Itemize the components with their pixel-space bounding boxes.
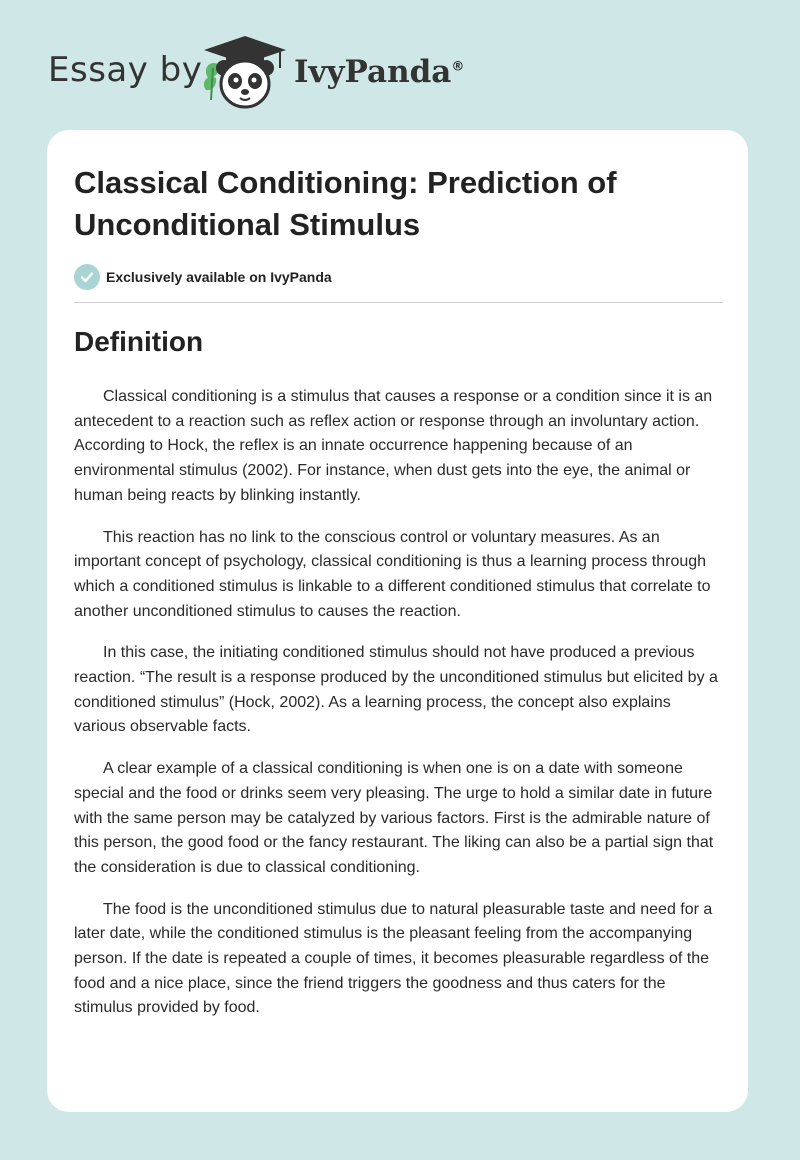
check-circle-icon — [74, 264, 100, 290]
brand-logo-text[interactable] — [294, 54, 464, 90]
paragraph: Classical conditioning is a stimulus that causes a response or a condition since it is an antecedent to a reaction such as reflex action or response through an involuntary action. According to Hock, the reflex is an innate occurrence happening because of an environmental stimulus (2002). For instance, when dust gets into the eye, the animal or human being reacts by blinking instantly. — [74, 388, 713, 504]
brand-name: IvyPanda — [294, 54, 452, 90]
exclusive-badge — [74, 264, 332, 290]
divider — [74, 302, 723, 303]
panda-graduation-cap-icon[interactable] — [200, 34, 290, 110]
article-body — [74, 385, 724, 1038]
essay-by-label: Essay by — [48, 50, 203, 90]
page-title: Classical Conditioning: Prediction of Unconditional Stimulus — [74, 165, 617, 242]
registered-mark: ® — [451, 59, 465, 75]
site-header — [0, 0, 800, 130]
section-heading: Definition — [74, 326, 204, 357]
paragraph: In this case, the initiating conditioned stimulus should not have produced a previous reaction. “The result is a response produced by the unconditioned stimulus but elicited by a conditioned stimulus” (Hock, 2002). As a learning process, the concept also explains various observable facts. — [74, 644, 718, 736]
badge-label: Exclusively available on IvyPanda — [106, 269, 332, 285]
article-card — [47, 130, 748, 1112]
paragraph: A clear example of a classical conditioning is when one is on a date with someone special and the food or drinks seem very pleasing. The urge to hold a similar date in future with the same person may be catalyzed by various factors. First is the admirable nature of this person, the good food or the fancy restaurant. The liking can also be a partial sign that the consideration is due to classical conditioning. — [74, 760, 714, 876]
paragraph: The food is the unconditioned stimulus due to natural pleasurable taste and need for a later date, while the conditioned stimulus is the pleasant feeling from the accompanying person. If the date is repeated a couple of times, it becomes pleasurable regardless of the food and a nice place, since the friend triggers the goodness and thus caters for the stimulus provided by food. — [74, 900, 713, 1017]
paragraph: This reaction has no link to the conscious control or voluntary measures. As an important concept of psychology, classical conditioning is thus a learning process through which a conditioned stimulus is linkable to a different conditioned stimulus that correlate to another unconditioned stimulus to causes the reaction. — [74, 528, 711, 620]
